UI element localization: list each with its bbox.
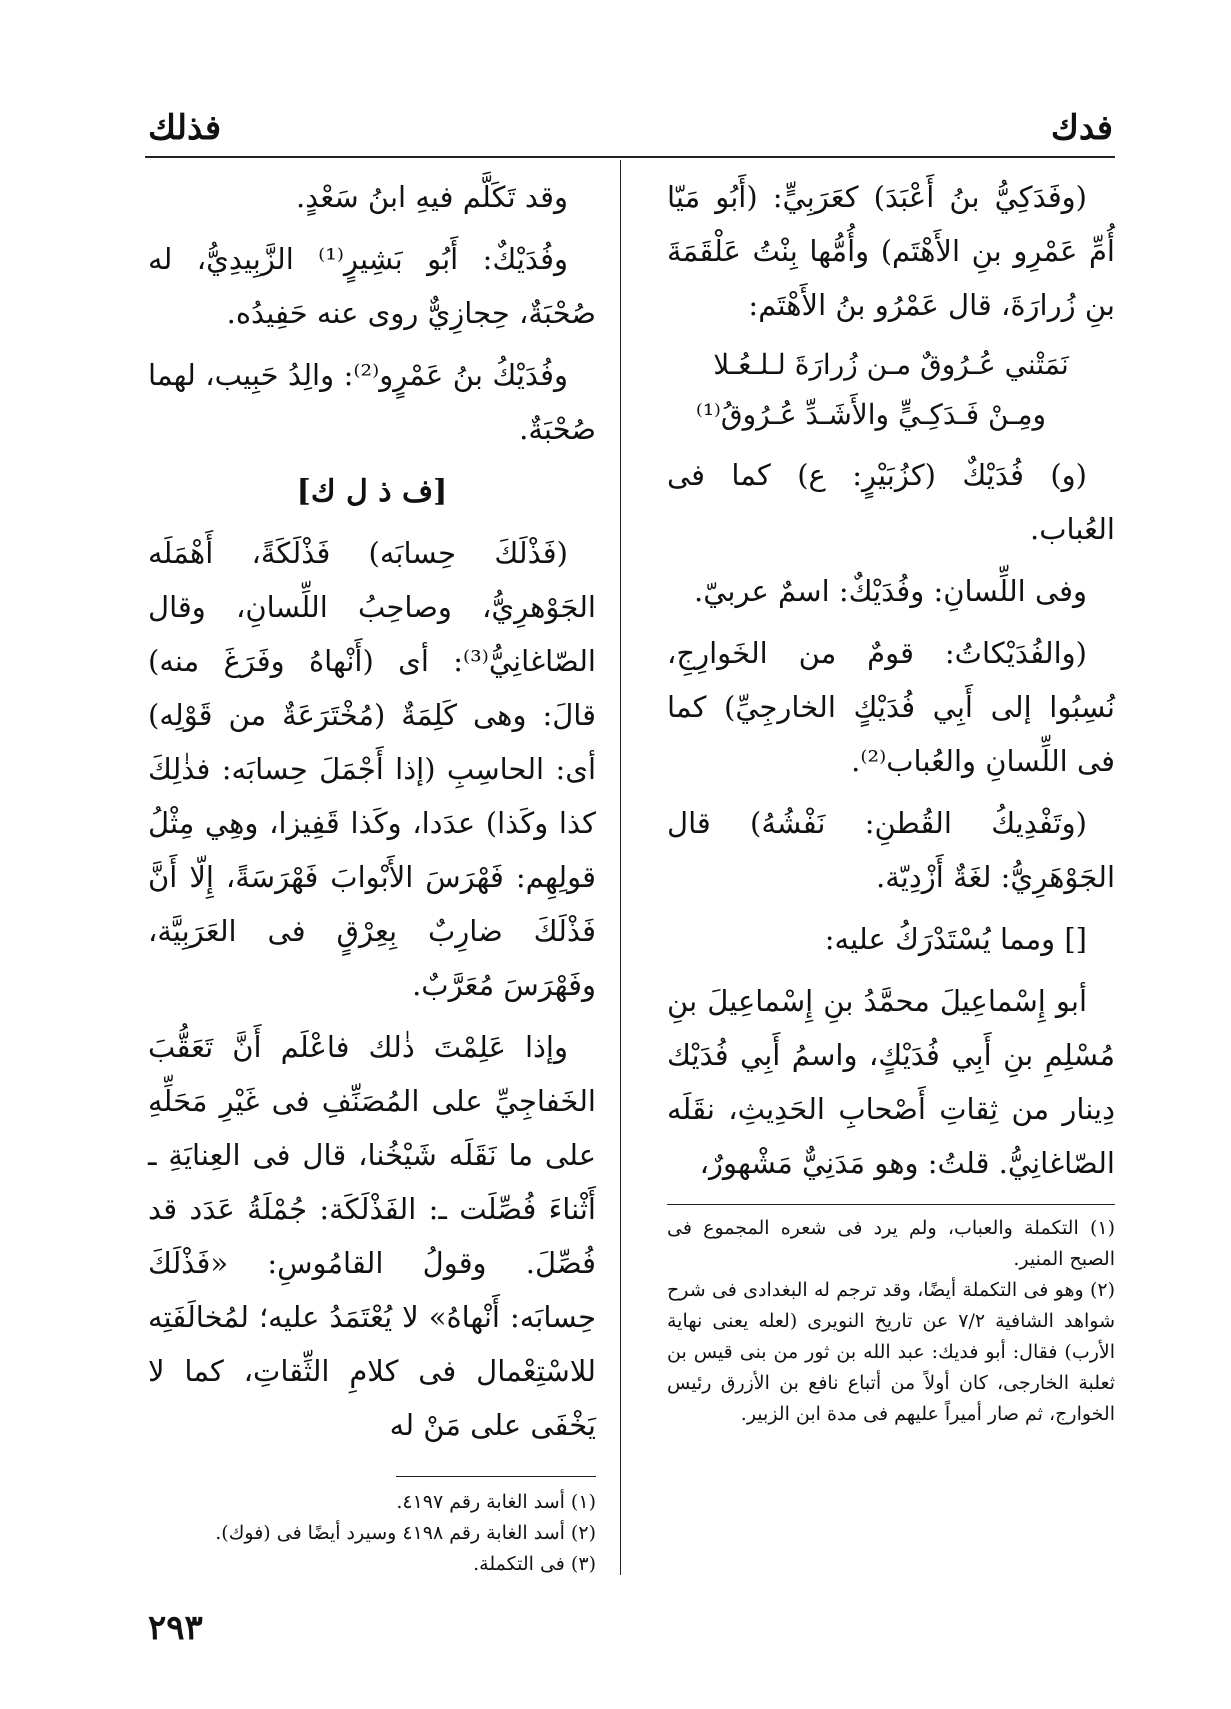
running-header-right: فدك	[1050, 108, 1113, 148]
footnote: (٣) فى التكملة.	[473, 1553, 596, 1575]
entry-paragraph: (وتَفْدِيكُ القُطنِ: نَفْشُهُ) قال الجَوْهَرِيُّ: لغَةٌ أَزْدِيّة.	[667, 806, 1115, 894]
header-rule	[145, 156, 1115, 158]
entry-paragraph: وفُدَيْكٌ: أَبُو بَشِيرٍ⁽¹⁾ الزَّبِيدِيُّ، له صُحْبَةٌ، حِجازِيٌّ روى عنه حَفِيدُه.	[148, 242, 596, 330]
page-number: ٢٩٣	[148, 1608, 203, 1648]
entry-paragraph: وقد تَكَلَّم فيهِ ابنُ سَعْدٍ.	[295, 180, 568, 214]
footnote: (١) التكملة والعباب، ولم يرد فى شعره المجموع فى الصبح المنير.	[667, 1217, 1115, 1270]
addendum-heading: [] ومما يُسْتَدْرَكُ عليه:	[824, 922, 1087, 956]
entry-paragraph: وإذا عَلِمْتَ ذٰلك فاعْلَم أَنَّ تَعَقُّبَ الخَفاجِيِّ على المُصَنِّفِ فى غَيْرِ مَحَلِّهِ على ما نَقَلَه شَيْخُنا، قال فى العِنايَةِ ـ أَثْناءَ فُصِّلَت ـ: الفَذْلَكَة: جُمْلَةُ عَدَد قد فُصِّلَ. وقولُ القامُوسِ: «فَذْلَكَ حِسابَه: أَنْهاهُ» لا يُعْتَمَدُ عليه؛ لمُخالَفَتِه للاسْتِعْمال فى كلامِ الثِّقاتِ، كما لا يَخْفَى على مَنْ له	[148, 1030, 596, 1442]
entry-paragraph: (و) فُدَيْكٌ (كزُبَيْرٍ: ع) كما فى العُباب.	[667, 458, 1115, 546]
footnote-rule	[667, 1204, 1115, 1205]
left-column	[148, 170, 596, 1580]
entry-paragraph: (فَذْلَكَ حِسابَه) فَذْلَكَةً، أَهْمَلَه الجَوْهرِيُّ، وصاحِبُ اللِّسانِ، وقال الصّاغانِيُّ⁽³⁾: أى (أَنْهاهُ وفَرَغَ منه) قالَ: وهى كَلِمَةٌ (مُخْتَرَعَةٌ من قَوْلِه) أى: الحاسِبِ (إذا أَجْمَلَ حِسابَه: فذٰلِكَ كذا وكَذا) عدَدا، وكَذا قَفِيزا، وهِي مِثْلُ قولِهِم: فَهْرَسَ الأَبْوابَ فَهْرَسَةً، إِلّا أَنَّ فَذْلَكَ ضارِبٌ بِعِرْقٍ فى العَرَبِيَّة، وفَهْرَسَ مُعَرَّبٌ.	[148, 536, 596, 1002]
verse-hemistich-2: ومِـنْ فَـدَكِـيٍّ والأَشَـدِّ عُـرُوقُ⁽¹⁾	[695, 398, 1047, 431]
entry-paragraph: (والفُدَيْكاتُ: قومٌ من الخَوارِجِ، نُسِبُوا إلى أَبِي فُدَيْكٍ الخارجِيِّ) كما فى اللِّسانِ والعُباب⁽²⁾.	[667, 636, 1115, 778]
verse-hemistich-1: نَمَتْني عُـرُوقٌ مـن زُرارَةَ لـلـعُـلا	[713, 348, 1069, 381]
entry-paragraph: أبو إِسْماعِيلَ محمَّدُ بنِ إِسْماعِيلَ بنِ مُسْلِمِ بنِ أَبِي فُدَيْكٍ، واسمُ أَبِي فُدَيْك دِينار من ثِقاتِ أَصْحابِ الحَدِيثِ، نقَلَه الصّاغانِيُّ. قلتُ: وهو مَدَنِيٌّ مَشْهورٌ،	[667, 984, 1115, 1180]
root-heading: [ف ذ ل ك]	[296, 474, 448, 509]
running-header-left: فذلك	[148, 108, 222, 148]
entry-paragraph: وفُدَيْكُ بنُ عَمْرٍو⁽²⁾: والِدُ حَبِيب، لهما صُحْبَةٌ.	[148, 358, 596, 446]
footnote: (٢) وهو فى التكملة أيضًا، وقد ترجم له البغدادى فى شرح شواهد الشافية ٧/٢ عن تاريخ النويرى (لعله يعنى نهاية الأرب) فقال: أبو فديك: عبد الله بن ثور من بنى قيس بن ثعلبة الخارجى، كان أولاً من أتباع نافع بن الأزرق رئيس الخوارج، ثم صار أميراً عليهم فى مدة ابن الزبير.	[667, 1279, 1115, 1425]
entry-paragraph: (وفَدَكِيُّ بنُ أَعْبَدَ) كعَرَبِيٍّ: (أَبُو مَيّا أُمِّ عَمْرِو بنِ الأَهْتَم) وأُمُّها بِنْتُ عَلْقَمَةَ بنِ زُرارَةَ، قال عَمْرُو بنُ الأَهْتَم:	[667, 180, 1115, 322]
footnote: (١) أسد الغابة رقم ٤١٩٧.	[396, 1491, 596, 1513]
footnote: (٢) أسد الغابة رقم ٤١٩٨ وسيرد أيضًا فى (فوك).	[215, 1522, 596, 1544]
poetry-verse	[667, 340, 1115, 440]
entry-paragraph: وفى اللِّسانِ: وفُدَيْكٌ: اسمٌ عربيّ.	[694, 574, 1087, 608]
column-divider	[620, 160, 621, 1575]
right-column	[667, 170, 1115, 1430]
footnote-rule	[396, 1476, 596, 1477]
